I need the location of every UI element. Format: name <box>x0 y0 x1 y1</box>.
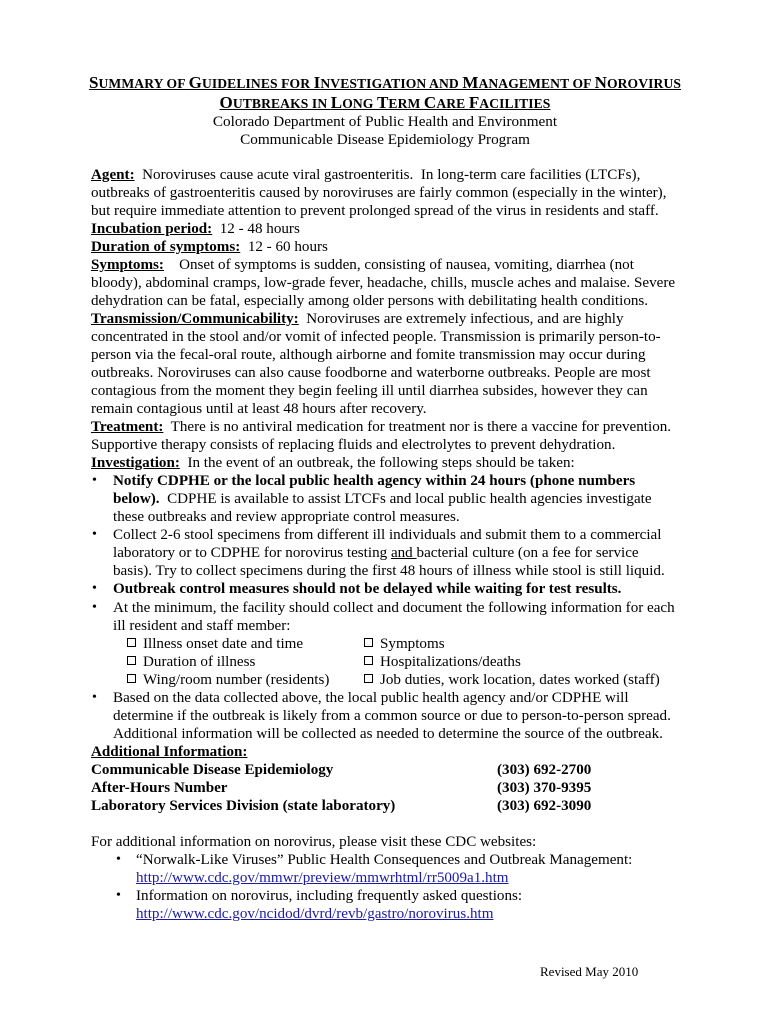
investigation-label: Investigation: <box>91 455 180 471</box>
revision-date: Revised May 2010 <box>540 964 639 979</box>
title-segment: ERM <box>388 96 424 111</box>
title-segment: ACILITIES <box>479 96 551 111</box>
cdc-item-2-text: Information on norovirus, including frequently asked questions: <box>136 888 523 904</box>
agent-line-2: outbreaks of gastroenteritis caused by noroviruses are fairly common (especially in the winter), <box>91 185 667 201</box>
treatment-line-2: Supportive therapy consists of replacing fluids and electrolytes to prevent dehydration. <box>91 437 616 453</box>
title-segment: UMMARY OF <box>98 76 189 91</box>
title-segment: N <box>594 73 607 92</box>
contact-phone: (303) 692-3090 <box>497 798 592 814</box>
transmission-line-5: contagious from the moment they begin feeling ill until diarrhea subsides, however they can <box>91 383 648 399</box>
checkbox-icon <box>127 656 136 665</box>
symptoms-line-3: dehydration can be fatal, especially among older persons with debilitating health conditions. <box>91 293 649 309</box>
incubation-label: Incubation period: <box>91 221 213 237</box>
duration-line: Duration of symptoms: 12 - 60 hours <box>91 239 328 255</box>
contact-name: After-Hours Number <box>91 780 228 796</box>
checklist-item: Duration of illness <box>127 653 255 671</box>
symptoms-line-2: bloody), abdominal cramps, low-grade fever, headache, chills, muscle aches and malaise. Severe <box>91 275 676 291</box>
bullet-icon: • <box>116 888 121 903</box>
title-segment: C <box>423 93 437 112</box>
checklist-item: Symptoms <box>364 635 445 653</box>
transmission-line-1: Transmission/Communicability: Noroviruses are extremely infectious, and are highly <box>91 311 624 327</box>
bullet-icon: • <box>92 581 97 596</box>
transmission-line-2: concentrated in the stool and/or vomit of infected people. Transmission is primarily person-to- <box>91 329 661 345</box>
checkbox-icon <box>364 638 373 647</box>
bullet-2-line-3: basis). Try to collect specimens during the first 48 hours of illness while stool is still liquid. <box>113 563 665 579</box>
title-segment: ANAGEMENT OF <box>478 76 595 91</box>
title-segment: O <box>219 93 233 112</box>
bullet-1-line-3: these outbreaks and review appropriate control measures. <box>113 509 460 525</box>
organization-name: Colorado Department of Public Health and Environment <box>212 113 558 130</box>
title-segment: S <box>88 73 99 92</box>
title-segment: ONG <box>342 96 377 111</box>
title-segment: UTBREAKS IN <box>232 96 331 111</box>
symptoms-line-1: Symptoms: Onset of symptoms is sudden, consisting of nausea, vomiting, diarrhea (not <box>91 257 634 273</box>
bullet-4-line-2: ill resident and staff member: <box>113 618 291 634</box>
document-title-line-1 <box>0 73 770 93</box>
cdc-link-2[interactable]: http://www.cdc.gov/ncidod/dvrd/revb/gastro/norovirus.htm <box>136 906 494 922</box>
symptoms-label: Symptoms: <box>91 257 164 273</box>
transmission-label: Transmission/Communicability: <box>91 311 299 327</box>
cdc-intro: For additional information on norovirus, please visit these CDC websites: <box>91 834 537 850</box>
contact-phone: (303) 692-2700 <box>497 762 592 778</box>
checklist-item: Illness onset date and time <box>127 635 303 653</box>
contact-name: Communicable Disease Epidemiology <box>91 762 334 778</box>
treatment-line-1: Treatment: There is no antiviral medication for treatment nor is there a vaccine for prevention. <box>91 419 672 435</box>
additional-info-heading: Additional Information: <box>91 744 248 760</box>
title-segment: ARE <box>436 96 469 111</box>
cdc-item-1-text: “Norwalk-Like Viruses” Public Health Consequences and Outbreak Management: <box>136 852 633 868</box>
treatment-label: Treatment: <box>91 419 164 435</box>
program-name: Communicable Disease Epidemiology Program <box>240 131 530 148</box>
bullet-1-line-2: below). CDPHE is available to assist LTCFs and local public health agencies investigate <box>113 491 652 507</box>
bullet-icon: • <box>92 473 97 488</box>
checkbox-icon <box>364 674 373 683</box>
title-segment: UIDELINES FOR <box>201 76 314 91</box>
bullet-2-line-1: Collect 2-6 stool specimens from different ill individuals and submit them to a commercial <box>113 527 662 543</box>
bullet-1-line-1: Notify CDPHE or the local public health agency within 24 hours (phone numbers <box>113 473 636 489</box>
agent-label: Agent: <box>91 167 135 183</box>
title-segment: I <box>313 73 321 92</box>
contact-phone: (303) 370-9395 <box>497 780 592 796</box>
agent-line-3: but require immediate attention to prevent prolonged spread of the virus in residents and staff. <box>91 203 659 219</box>
cdc-link-1[interactable]: http://www.cdc.gov/mmwr/preview/mmwrhtml/rr5009a1.htm <box>136 870 509 886</box>
title-segment: F <box>468 93 480 112</box>
bullet-icon: • <box>92 600 97 615</box>
transmission-line-4: outbreaks. Noroviruses can also cause foodborne and waterborne outbreaks. People are most <box>91 365 651 381</box>
agent-line-1: Agent: Noroviruses cause acute viral gastroenteritis. In long-term care facilities (LTCFs), <box>91 167 641 183</box>
bullet-4-line-1: At the minimum, the facility should collect and document the following information for each <box>113 600 675 616</box>
checklist-item: Job duties, work location, dates worked (staff) <box>364 671 660 689</box>
title-segment: NVESTIGATION AND <box>320 76 463 91</box>
title-segment: T <box>376 93 389 112</box>
document-title-line-2 <box>0 93 770 113</box>
title-segment: G <box>188 73 202 92</box>
bullet-3-line-1: Outbreak control measures should not be delayed while waiting for test results. <box>113 581 622 597</box>
bullet-5-line-3: Additional information will be collected as needed to determine the source of the outbreak. <box>113 726 663 742</box>
bullet-icon: • <box>92 527 97 542</box>
bullet-icon: • <box>92 690 97 705</box>
checkbox-icon <box>127 674 136 683</box>
investigation-line-1: Investigation: In the event of an outbreak, the following steps should be taken: <box>91 455 575 471</box>
bullet-2-line-2: laboratory or to CDPHE for norovirus testing and bacterial culture (on a fee for service <box>113 545 639 561</box>
bullet-icon: • <box>116 852 121 867</box>
checkbox-icon <box>364 656 373 665</box>
checklist-item: Wing/room number (residents) <box>127 671 329 689</box>
checkbox-icon <box>127 638 136 647</box>
duration-label: Duration of symptoms: <box>91 239 241 255</box>
transmission-line-6: remain contagious until at least 48 hours after recovery. <box>91 401 427 417</box>
bullet-5-line-1: Based on the data collected above, the local public health agency and/or CDPHE will <box>113 690 629 706</box>
title-segment: M <box>462 73 479 92</box>
bullet-5-line-2: determine if the outbreak is likely from a common source or due to person-to-person spread. <box>113 708 671 724</box>
title-segment: L <box>330 93 343 112</box>
incubation-line: Incubation period: 12 - 48 hours <box>91 221 300 237</box>
contact-name: Laboratory Services Division (state laboratory) <box>91 798 396 814</box>
title-segment: OROVIRUS <box>606 76 682 91</box>
checklist-item: Hospitalizations/deaths <box>364 653 521 671</box>
transmission-line-3: person via the fecal-oral route, although airborne and fomite transmission may occur during <box>91 347 646 363</box>
